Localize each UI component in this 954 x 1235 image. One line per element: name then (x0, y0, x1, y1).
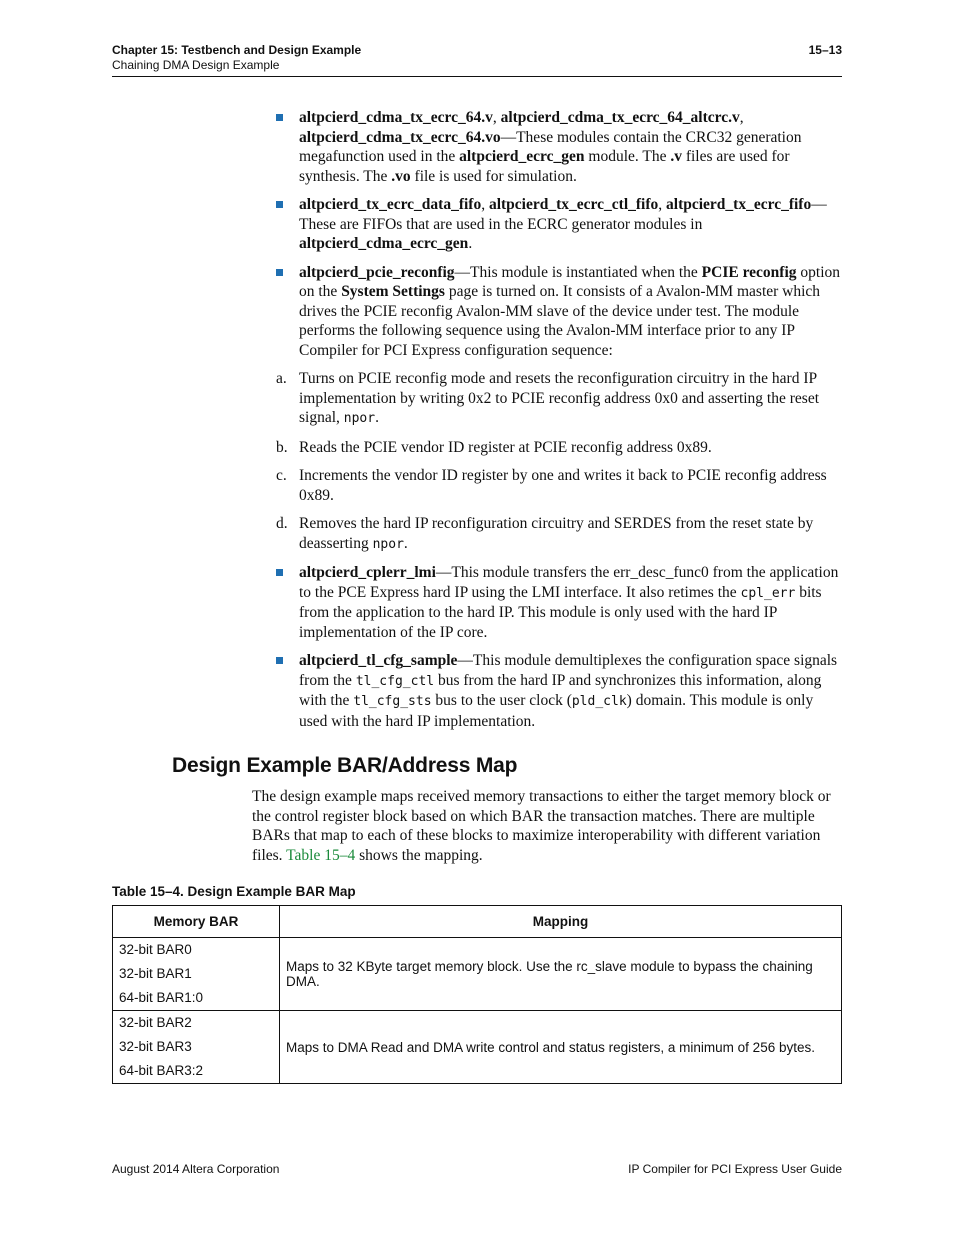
step-text: Turns on PCIE reconfig mode and resets the reconfiguration circuitry in the hard IP implementation by writing 0x2 to PCIE reconfig address 0x0 and asserting the reset signal, (299, 370, 819, 426)
bar-entry: 32-bit BAR1 (119, 966, 192, 981)
intro-text: The design example maps received memory transactions to either the target memory block or the control register block based on which BAR the transaction matches. There are multiple BARs that map to each of these blocks to maximize interoperability with different variation files. (252, 788, 831, 864)
file-extension: .vo (391, 167, 411, 185)
signal-name: tl_cfg_sts (353, 694, 432, 709)
page-name: System Settings (341, 283, 445, 300)
header-divider (112, 76, 842, 77)
module-name: altpcierd_pcie_reconfig (299, 263, 455, 281)
signal-name: npor (343, 411, 376, 426)
text: , (739, 109, 744, 126)
square-bullet-icon (276, 569, 283, 576)
text: module. The (584, 148, 671, 165)
text: . (468, 235, 473, 252)
text: files are used for synthesis. The (299, 148, 790, 185)
list-item (276, 195, 842, 254)
module-name: altpcierd_tx_ecrc_fifo (666, 196, 812, 213)
text: —This module transfers the err_desc_func0 from the application to the PCE Express hard IP using the LMI interface. It also retimes the (299, 564, 839, 601)
list-item (276, 651, 842, 731)
step-item (276, 466, 842, 505)
module-name: altpcierd_cplerr_lmi (299, 564, 436, 581)
module-name: altpcierd_cdma_tx_ecrc_64.vo (299, 128, 501, 146)
page-number: 15–13 (808, 43, 842, 57)
section-title: Chaining DMA Design Example (112, 58, 280, 72)
table-reference-link[interactable]: Table 15–4 (286, 846, 356, 864)
table-row (113, 938, 842, 1011)
text: ) domain. This module is only used with the hard IP implementation. (299, 692, 814, 730)
module-name: altpcierd_tx_ecrc_ctl_fifo (488, 196, 659, 213)
text: , (658, 196, 667, 213)
mapping-cell: Maps to DMA Read and DMA write control and status registers, a minimum of 256 bytes. (280, 1011, 842, 1084)
step-letter: b. (276, 438, 288, 456)
mapping-cell: Maps to 32 KByte target memory block. Use the rc_slave module to bypass the chaining DMA. (280, 938, 842, 1011)
text: page is turned on. It consists of a Avalon-MM master which drives the PCIE reconfig Avalon-MM slave of the device under test. The module performs the following sequence using the Avalon-MM interface prior to any IP Compiler for PCI Express configuration sequence: (299, 283, 821, 359)
page-footer (112, 1162, 842, 1176)
bar-entry: 64-bit BAR1:0 (119, 990, 204, 1005)
column-header: Memory BAR (113, 906, 280, 938)
step-letter: c. (276, 467, 287, 484)
module-name: altpcierd_cdma_tx_ecrc_64.v (299, 109, 493, 126)
chapter-title: Chapter 15: Testbench and Design Example (112, 43, 362, 57)
bar-entry: 32-bit BAR2 (119, 1015, 192, 1030)
step-letter: d. (276, 515, 288, 532)
table-header-row (113, 906, 842, 938)
module-name: altpcierd_tl_cfg_sample (299, 652, 458, 669)
module-name: altpcierd_cdma_ecrc_gen (299, 235, 469, 252)
signal-name: pld_clk (571, 694, 627, 709)
step-item (276, 514, 842, 554)
section-intro (252, 787, 842, 865)
option-name: PCIE reconfig (701, 263, 797, 281)
step-text: Reads the PCIE vendor ID register at PCIE reconfig address 0x89. (299, 438, 712, 456)
text: , (492, 109, 501, 126)
square-bullet-icon (276, 269, 283, 276)
square-bullet-icon (276, 114, 283, 121)
file-extension: .v (670, 148, 682, 165)
intro-text: shows the mapping. (355, 846, 483, 864)
text: bus from the hard IP and synchronizes this information, along with the (299, 671, 822, 709)
text: bus to the user clock ( (431, 692, 572, 709)
signal-name: cpl_err (740, 585, 796, 601)
footer-document-title: IP Compiler for PCI Express User Guide (628, 1162, 842, 1176)
square-bullet-icon (276, 201, 283, 208)
text: file is used for simulation. (410, 167, 577, 185)
square-bullet-icon (276, 657, 283, 664)
module-name: altpcierd_cdma_tx_ecrc_64_altcrc.v (500, 109, 740, 126)
memory-bar-cell (113, 1011, 280, 1084)
text: —These are FIFOs that are used in the ECRC generator modules in (299, 196, 827, 233)
step-text: Removes the hard IP reconfiguration circuitry and SERDES from the reset state by deasserting (299, 515, 814, 552)
step-item (276, 369, 842, 429)
footer-date-company: August 2014 Altera Corporation (112, 1162, 280, 1176)
list-item (276, 108, 842, 186)
text: , (481, 196, 489, 213)
bar-entry: 32-bit BAR0 (119, 942, 192, 957)
text: —This module is instantiated when the (454, 263, 702, 281)
step-text: Increments the vendor ID register by one and writes it back to PCIE reconfig address 0x89. (299, 467, 827, 504)
bar-entry: 64-bit BAR3:2 (119, 1063, 204, 1078)
page-header (112, 43, 842, 73)
table-caption: Table 15–4. Design Example BAR Map (112, 884, 356, 899)
signal-name: tl_cfg_ctl (355, 673, 435, 689)
section-heading: Design Example BAR/Address Map (172, 754, 518, 777)
bar-entry: 32-bit BAR3 (119, 1039, 192, 1054)
module-name: altpcierd_tx_ecrc_data_fifo (299, 196, 482, 213)
list-item (276, 563, 842, 642)
step-item (276, 438, 842, 458)
module-name: altpcierd_ecrc_gen (459, 148, 585, 165)
bar-map-table (112, 905, 842, 1084)
text: —This module demultiplexes the configuration space signals from the (299, 652, 838, 689)
text: . (375, 409, 379, 426)
text: option on the (299, 263, 841, 300)
memory-bar-cell (113, 938, 280, 1011)
column-header: Mapping (280, 906, 842, 938)
table-row (113, 1011, 842, 1084)
text: bits from the application to the hard IP. This module is only used with the hard IP implementation of the IP core. (299, 583, 822, 641)
signal-name: npor (372, 536, 404, 552)
list-item (276, 263, 842, 361)
text: —These modules contain the CRC32 generation megafunction used in the (299, 128, 802, 165)
text: . (403, 534, 408, 552)
step-letter: a. (276, 370, 287, 387)
module-list (276, 108, 842, 740)
